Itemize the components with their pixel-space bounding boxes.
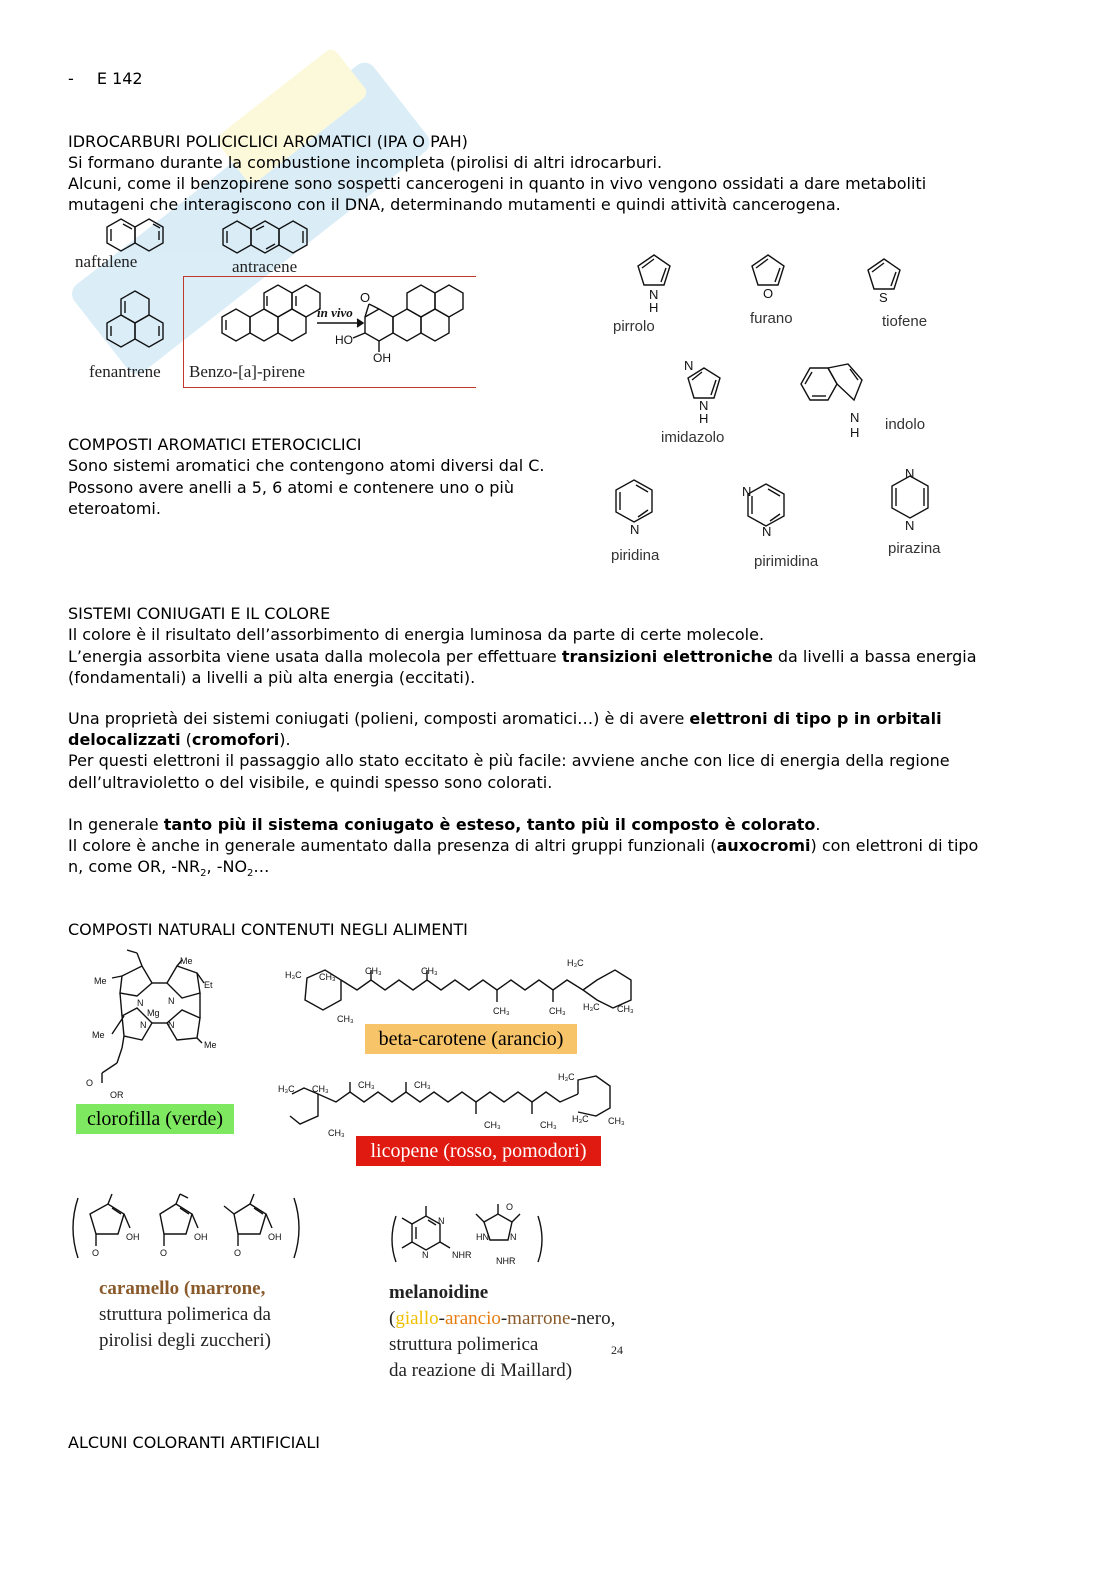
svg-text:OR: OR <box>110 1090 124 1100</box>
svg-text:N: N <box>422 1250 429 1260</box>
svg-text:OH: OH <box>268 1232 282 1242</box>
conj-p2-line2: delocalizzati (cromofori). <box>68 730 291 749</box>
svg-text:N: N <box>905 518 915 533</box>
svg-text:H: H <box>699 411 709 426</box>
svg-text:CH₃: CH₃ <box>358 1080 375 1090</box>
svg-text:N: N <box>168 996 175 1006</box>
pirrolo-label: pirrolo <box>613 318 655 335</box>
svg-text:CH₃: CH₃ <box>312 1084 329 1094</box>
svg-text:S: S <box>879 290 888 305</box>
svg-text:N: N <box>137 998 144 1008</box>
fenantrene-structure <box>100 288 172 360</box>
licopene-structure <box>278 1070 638 1138</box>
svg-text:O: O <box>506 1202 514 1212</box>
melanoidine-title: melanoidine <box>389 1282 489 1303</box>
caramello-text <box>99 1276 271 1354</box>
svg-text:O: O <box>160 1248 168 1258</box>
caramello-line3: pirolisi degli zuccheri) <box>99 1330 271 1351</box>
betacarotene-label: beta-carotene (arancio) <box>365 1024 577 1054</box>
hetero-line2: Possono avere anelli a 5, 6 atomi e contenere uno o più <box>68 478 515 497</box>
svg-text:CH₃: CH₃ <box>365 966 382 976</box>
caramello-title: caramello (marrone, <box>99 1278 266 1299</box>
svg-text:O: O <box>92 1248 100 1258</box>
svg-text:OH: OH <box>126 1232 140 1242</box>
svg-text:N: N <box>168 1020 175 1030</box>
pirazina-structure <box>886 466 941 532</box>
hetero-line1: Sono sistemi aromatici che contengono atomi diversi dal C. <box>68 456 545 475</box>
caramello-line2: struttura polimerica da <box>99 1304 271 1325</box>
conj-p3-line3: n, come OR, $-NR_2$, $-NO_2\dots$ <box>68 857 270 880</box>
svg-text:N: N <box>438 1216 445 1226</box>
piridina-structure <box>610 476 660 541</box>
svg-text:Me: Me <box>180 956 193 966</box>
conj-p1-line3: (fondamentali) a livelli a più alta energia (eccitati). <box>68 668 476 687</box>
svg-text:Me: Me <box>94 976 107 986</box>
svg-text:CH₃: CH₃ <box>493 1006 510 1016</box>
benzopirene-reaction <box>205 282 475 372</box>
tiofene-structure <box>860 254 910 304</box>
conj-p2-line1: Una proprietà dei sistemi coniugati (polieni, composti aromatici…) è di avere elettroni di tipo p in orbitali <box>68 709 942 728</box>
caramello-structure <box>68 1192 304 1264</box>
svg-text:CH₃: CH₃ <box>484 1120 501 1130</box>
header <box>68 68 143 89</box>
svg-text:N: N <box>630 522 640 537</box>
hetero-title: COMPOSTI AROMATICI ETEROCICLICI <box>68 435 362 454</box>
indolo-label: indolo <box>885 416 926 433</box>
svg-text:NHR: NHR <box>496 1256 516 1266</box>
svg-text:OH: OH <box>373 351 391 365</box>
conj-p3-line1: In generale tanto più il sistema coniugato è esteso, tanto più il composto è colorato. <box>68 815 821 834</box>
naftalene-structure <box>104 216 174 256</box>
tiofene-label: tiofene <box>882 313 928 330</box>
naftalene-label: naftalene <box>75 252 138 271</box>
melanoidine-text <box>389 1280 615 1384</box>
pirimidina-structure <box>742 480 797 540</box>
antracene-label: antracene <box>232 257 298 276</box>
svg-text:N: N <box>699 398 709 413</box>
clorofilla-structure <box>82 948 232 1103</box>
svg-text:CH₃: CH₃ <box>549 1006 566 1016</box>
svg-text:HO: HO <box>335 333 353 347</box>
svg-text:N: N <box>684 358 694 373</box>
svg-text:O: O <box>86 1078 94 1088</box>
svg-text:H₃C: H₃C <box>558 1072 575 1082</box>
pirazina-label: pirazina <box>888 540 941 557</box>
clorofilla-label: clorofilla (verde) <box>76 1104 234 1134</box>
svg-text:H: H <box>850 425 860 440</box>
svg-text:N: N <box>140 1020 147 1030</box>
ipa-line1: Si formano durante la combustione incompleta (pirolisi di altri idrocarburi. <box>68 153 663 172</box>
antracene-structure <box>220 218 320 258</box>
svg-text:H₃C: H₃C <box>567 958 584 968</box>
svg-text:CH₃: CH₃ <box>328 1128 345 1138</box>
svg-text:Me: Me <box>92 1030 105 1040</box>
imidazolo-structure <box>680 356 735 426</box>
conj-p3-line2: Il colore è anche in generale aumentato dalla presenza di altri gruppi funzionali (auxocromi) con elettroni di tipo <box>68 836 979 855</box>
svg-text:Et: Et <box>204 980 213 990</box>
fenantrene-label: fenantrene <box>89 362 161 381</box>
melanoidine-line2: (giallo-arancio-marrone-nero, <box>389 1308 616 1329</box>
page-number: 24 <box>611 1343 623 1357</box>
ipa-title: IDROCARBURI POLICICLICI AROMATICI (IPA O PAH) <box>68 132 468 151</box>
pirrolo-structure <box>630 250 680 315</box>
benzopirene-label: Benzo-[a]-pirene <box>189 362 306 381</box>
svg-text:CH₃: CH₃ <box>414 1080 431 1090</box>
conj-p1-line2: L’energia assorbita viene usata dalla molecola per effettuare transizioni elettroniche da livelli a bassa energia <box>68 647 977 666</box>
imidazolo-label: imidazolo <box>661 429 725 446</box>
svg-text:Mg: Mg <box>147 1008 160 1018</box>
svg-text:O: O <box>763 286 774 301</box>
conj-p1-line1: Il colore è il risultato dell’assorbimento di energia luminosa da parte di certe molecole. <box>68 625 765 644</box>
svg-text:O: O <box>360 290 371 305</box>
svg-text:CH₃: CH₃ <box>337 1014 354 1024</box>
svg-text:N: N <box>510 1232 517 1242</box>
svg-text:N: N <box>649 287 659 302</box>
svg-text:N: N <box>762 524 772 539</box>
svg-text:H₃C: H₃C <box>285 970 302 980</box>
hetero-line3: eteroatomi. <box>68 499 161 518</box>
svg-text:CH₃: CH₃ <box>421 966 438 976</box>
svg-text:H₃C: H₃C <box>583 1002 600 1012</box>
svg-text:NHR: NHR <box>452 1250 472 1260</box>
svg-text:N: N <box>742 484 752 499</box>
betacarotene-structure <box>285 958 645 1024</box>
svg-text:Me: Me <box>204 1040 217 1050</box>
melanoidine-structure <box>388 1200 548 1270</box>
indolo-structure <box>790 360 885 445</box>
svg-text:N: N <box>850 410 860 425</box>
natural-title: COMPOSTI NATURALI CONTENUTI NEGLI ALIMENTI <box>68 920 468 939</box>
header-code: E 142 <box>96 69 143 88</box>
svg-text:N: N <box>905 466 915 481</box>
svg-text:CH₃: CH₃ <box>608 1116 625 1126</box>
invivo-text: in vivo <box>317 305 353 320</box>
pirimidina-label: pirimidina <box>754 553 819 570</box>
svg-text:HN: HN <box>476 1232 489 1242</box>
melanoidine-line3: struttura polimerica <box>389 1334 539 1355</box>
artificial-title: ALCUNI COLORANTI ARTIFICIALI <box>68 1433 320 1452</box>
conj-title: SISTEMI CONIUGATI E IL COLORE <box>68 604 331 623</box>
ipa-line3: mutageni che interagiscono con il DNA, determinando mutamenti e quindi attività cancerogena. <box>68 195 841 214</box>
svg-text:CH₃: CH₃ <box>319 972 336 982</box>
ipa-line2: Alcuni, come il benzopirene sono sospetti cancerogeni in quanto in vivo vengono ossidati a dare metaboliti <box>68 174 927 193</box>
svg-text:H: H <box>649 300 659 315</box>
melanoidine-line4: da reazione di Maillard) <box>389 1360 573 1381</box>
svg-text:H₃C: H₃C <box>572 1114 589 1124</box>
svg-text:CH₃: CH₃ <box>617 1004 634 1014</box>
furano-structure <box>744 250 794 300</box>
svg-text:CH₃: CH₃ <box>540 1120 557 1130</box>
svg-text:OH: OH <box>194 1232 208 1242</box>
svg-text:H₃C: H₃C <box>278 1084 295 1094</box>
conj-p2-line4: dell’ultravioletto o del visibile, e quindi spesso sono colorati. <box>68 773 553 792</box>
header-bullet: - <box>68 69 74 88</box>
svg-text:O: O <box>234 1248 242 1258</box>
conj-p2-line3: Per questi elettroni il passaggio allo stato eccitato è più facile: avviene anche con lice di energia della regione <box>68 751 950 770</box>
piridina-label: piridina <box>611 547 660 564</box>
furano-label: furano <box>750 310 793 327</box>
licopene-label: licopene (rosso, pomodori) <box>356 1136 601 1166</box>
